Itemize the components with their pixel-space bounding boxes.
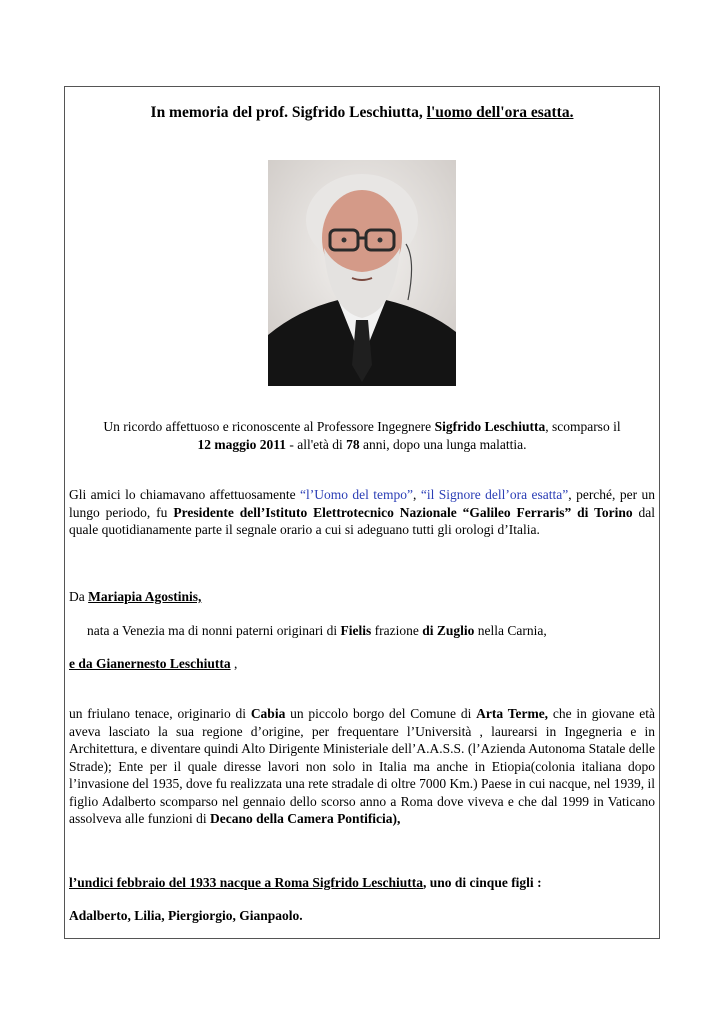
born-text-1: nata a Venezia ma di nonni paterni originari di xyxy=(87,623,341,638)
intro-text-3: - all'età di xyxy=(286,436,347,452)
father-name: e da Gianernesto Leschiutta xyxy=(69,656,231,671)
bio-text-1: un friulano tenace, originario di xyxy=(69,706,251,721)
born-text-2: frazione xyxy=(371,623,423,638)
intro-text-1: Un ricordo affettuoso e riconoscente al Professore Ingegnere xyxy=(103,419,435,434)
portrait-photo xyxy=(268,160,456,386)
birth-tail: , uno di cinque figli : xyxy=(423,875,542,890)
friends-text-1: Gli amici lo chiamavano affettuosamente xyxy=(69,487,300,502)
place-zuglio: di Zuglio xyxy=(422,623,475,638)
bio-text-3: che in giovane età aveva lasciato la sua regione d’origine, per frequentare l’Università , laurearsi in Ingegneria e in Architettura, e diventare quindi Alto Dirigente Ministeriale dell’A.A.S.S. (l’Azienda Autonoma Statale delle Strade); Ente per il quale diresse lavori non solo in Italia ma anche in Etiopia(colonia italiana dopo l’invasione del 1935, dove fu realizzata una rete stradale di oltre 7000 Km.) Paese in cui nacque, nel 1939, il figlio Adalberto scomparso nel gennaio dello scorso anno a Roma dove viveva e che dal 1999 in Vaticano assolveva alle funzioni di xyxy=(69,706,655,826)
title-text: In memoria del prof. Sigfrido Leschiutta, xyxy=(150,104,427,121)
birth-line xyxy=(69,874,655,892)
place-fielis: Fielis xyxy=(340,623,372,638)
place-cabia: Cabia xyxy=(250,706,286,721)
friends-text-4: dal quale quotidianamente parte il segnale orario a cui si adeguano tutti gli orologi d’Italia. xyxy=(69,504,655,537)
place-arta-terme: Arta Terme, xyxy=(476,706,549,721)
role-text: Presidente dell’Istituto Elettrotecnico Nazionale “Galileo Ferraris” di Torino xyxy=(173,504,633,520)
intro-text-2: , scomparso il xyxy=(545,419,621,434)
decano-text: Decano della Camera Pontificia), xyxy=(209,811,401,826)
intro-name: Sigfrido Leschiutta xyxy=(434,419,546,434)
intro-age: 78 xyxy=(346,436,360,452)
intro-text-4: anni, dopo una lunga malattia. xyxy=(359,436,527,452)
born-line xyxy=(87,622,647,640)
father-tail: , xyxy=(230,656,238,671)
title-underlined: l'uomo dell'ora esatta. xyxy=(426,104,574,121)
mother-line xyxy=(69,588,655,606)
nickname-1: “l’Uomo del tempo” xyxy=(300,487,414,502)
nickname-2: “il Signore dell’ora esatta” xyxy=(420,487,569,502)
page-title xyxy=(0,104,724,122)
friends-text-2: , xyxy=(413,487,421,502)
mother-name: Mariapia Agostinis, xyxy=(88,589,202,604)
intro-date: 12 maggio 2011 xyxy=(197,436,286,452)
father-line xyxy=(69,655,655,673)
birth-text: l’undici febbraio del 1933 nacque a Roma Sigfrido Leschiutta xyxy=(69,875,424,890)
children-line xyxy=(69,907,655,925)
friends-paragraph xyxy=(69,486,655,539)
children-names: Adalberto, Lilia, Piergiorgio, Gianpaolo. xyxy=(69,908,303,923)
born-text-3: nella Carnia, xyxy=(474,623,547,638)
friends-text-3: , perché, per un lungo periodo, fu xyxy=(69,487,655,520)
bio-text-2: un piccolo borgo del Comune di xyxy=(285,706,477,721)
portrait-image xyxy=(268,160,456,386)
intro-paragraph xyxy=(69,418,655,453)
bio-paragraph xyxy=(69,705,655,828)
mother-prefix: Da xyxy=(69,589,89,604)
